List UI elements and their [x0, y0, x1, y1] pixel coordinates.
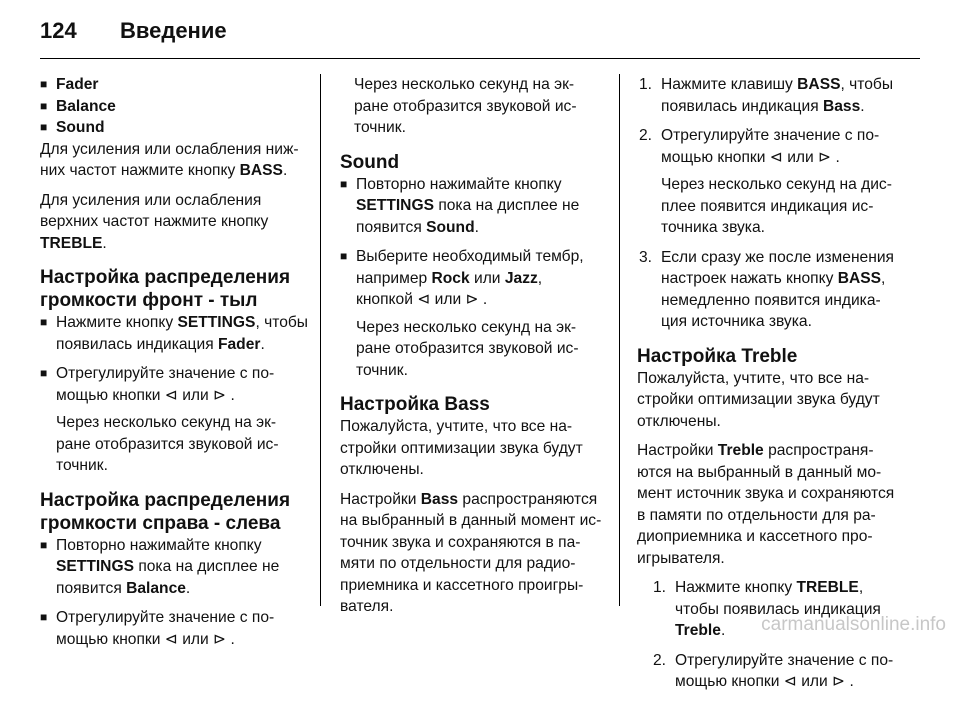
note: Через несколько секунд на дис- плее появится индикация ис- точника звука.	[661, 176, 892, 236]
list-item: ■ Выберите необходимый тембр, например Rock или Jazz, кнопкой ⊲ или ⊳ . Через несколько секунд на эк- ране отобразится звуковой ис- точник.	[340, 246, 602, 381]
list-item: ■ Отрегулируйте значение с по- мощью кнопки ⊲ или ⊳ . Через несколько секунд на эк- ране отобразится звуковой ис- точник.	[40, 363, 310, 477]
list-item: 1. Нажмите кнопку TREBLE, чтобы появилась индикация Treble.	[653, 579, 881, 639]
paragraph: Пожалуйста, учтите, что все на- стройки оптимизации звука будут отключены.	[340, 418, 583, 478]
column-divider	[619, 74, 620, 606]
bullet-icon: ■	[40, 315, 48, 329]
list-item: ■ Sound	[40, 117, 310, 139]
bullet-icon: ■	[40, 77, 48, 91]
steps-list	[40, 535, 310, 651]
column-divider	[320, 74, 321, 606]
list-item: 2. Отрегулируйте значение с по- мощью кнопки ⊲ или ⊳ . Через несколько секунд на дис- плее появится индикация ис- точника звука.	[637, 125, 903, 239]
note: Через несколько секунд на эк- ране отобразится звуковой ис- точник.	[356, 318, 579, 379]
bullet-icon: ■	[340, 249, 348, 263]
list-item: ■ Fader	[40, 74, 310, 96]
watermark: carmanualsonline.info	[761, 614, 946, 635]
section-heading: Настройка Treble	[637, 345, 798, 367]
steps-list	[40, 312, 310, 477]
column-3	[637, 74, 903, 701]
bullet-icon: ■	[40, 366, 48, 380]
list-item: ■ Отрегулируйте значение с по- мощью кнопки ⊲ или ⊳ .	[40, 609, 275, 648]
paragraph: Настройки Treble распространя- ются на выбранный в данный мо- мент источник звука и сохраняются в памяти по отдельности для ра- диоприемника и кассетного про- игрывателя.	[637, 442, 895, 567]
menu-list	[40, 74, 310, 139]
list-item: ■ Balance	[40, 96, 310, 118]
numbered-list	[637, 74, 903, 333]
section-heading: Настройка распределения громкости справа - слева	[40, 489, 291, 534]
note: Через несколько секунд на эк- ране отобразится звуковой ис- точник.	[56, 414, 279, 474]
section-heading: Настройка распределения громкости фронт - тыл	[40, 267, 291, 311]
paragraph: Для усиления или ослабления верхних частот нажмите кнопку TREBLE.	[40, 191, 269, 252]
steps-list	[340, 174, 602, 382]
bullet-icon: ■	[40, 610, 48, 624]
list-item: 3. Если сразу же после изменения настроек нажать кнопку BASS, немедленно появится индика- ция источника звука.	[639, 248, 894, 330]
page-title: Введение	[120, 18, 227, 43]
paragraph: Пожалуйста, учтите, что все на- стройки оптимизации звука будут отключены.	[637, 369, 880, 430]
paragraph: Настройки Bass распространяются на выбранный в данный момент ис- точник звука и сохраняются в па- мяти по отдельности для радио- приемника и кассетного проигры- вателя.	[340, 490, 602, 615]
bullet-icon: ■	[340, 176, 348, 191]
bullet-icon: ■	[40, 537, 48, 552]
list-item: 2. Отрегулируйте значение с по- мощью кнопки ⊲ или ⊳ .	[653, 651, 894, 690]
list-item: 1. Нажмите клавишу BASS, чтобы появилась индикация Bass.	[639, 76, 894, 115]
bullet-icon: ■	[40, 120, 48, 134]
list-item: ■ Повторно нажимайте кнопку SETTINGS пока на дисплее не появится Sound.	[340, 175, 580, 236]
page-number: 124	[40, 18, 77, 43]
list-item: ■ Нажмите кнопку SETTINGS, чтобы появилась индикация Fader.	[40, 314, 309, 353]
list-item: ■ Повторно нажимайте кнопку SETTINGS пока на дисплее не появится Balance.	[40, 536, 280, 597]
section-heading: Sound	[340, 151, 400, 173]
page-header	[40, 18, 227, 48]
header-rule	[40, 58, 920, 59]
paragraph: Для усиления или ослабления ниж- них частот нажмите кнопку BASS.	[40, 140, 299, 179]
column-1	[40, 74, 310, 658]
note: Через несколько секунд на эк- ране отобразится звуковой ис- точник.	[354, 76, 577, 136]
bullet-icon: ■	[40, 98, 48, 113]
column-2	[340, 74, 602, 626]
section-heading: Настройка Bass	[340, 394, 490, 415]
